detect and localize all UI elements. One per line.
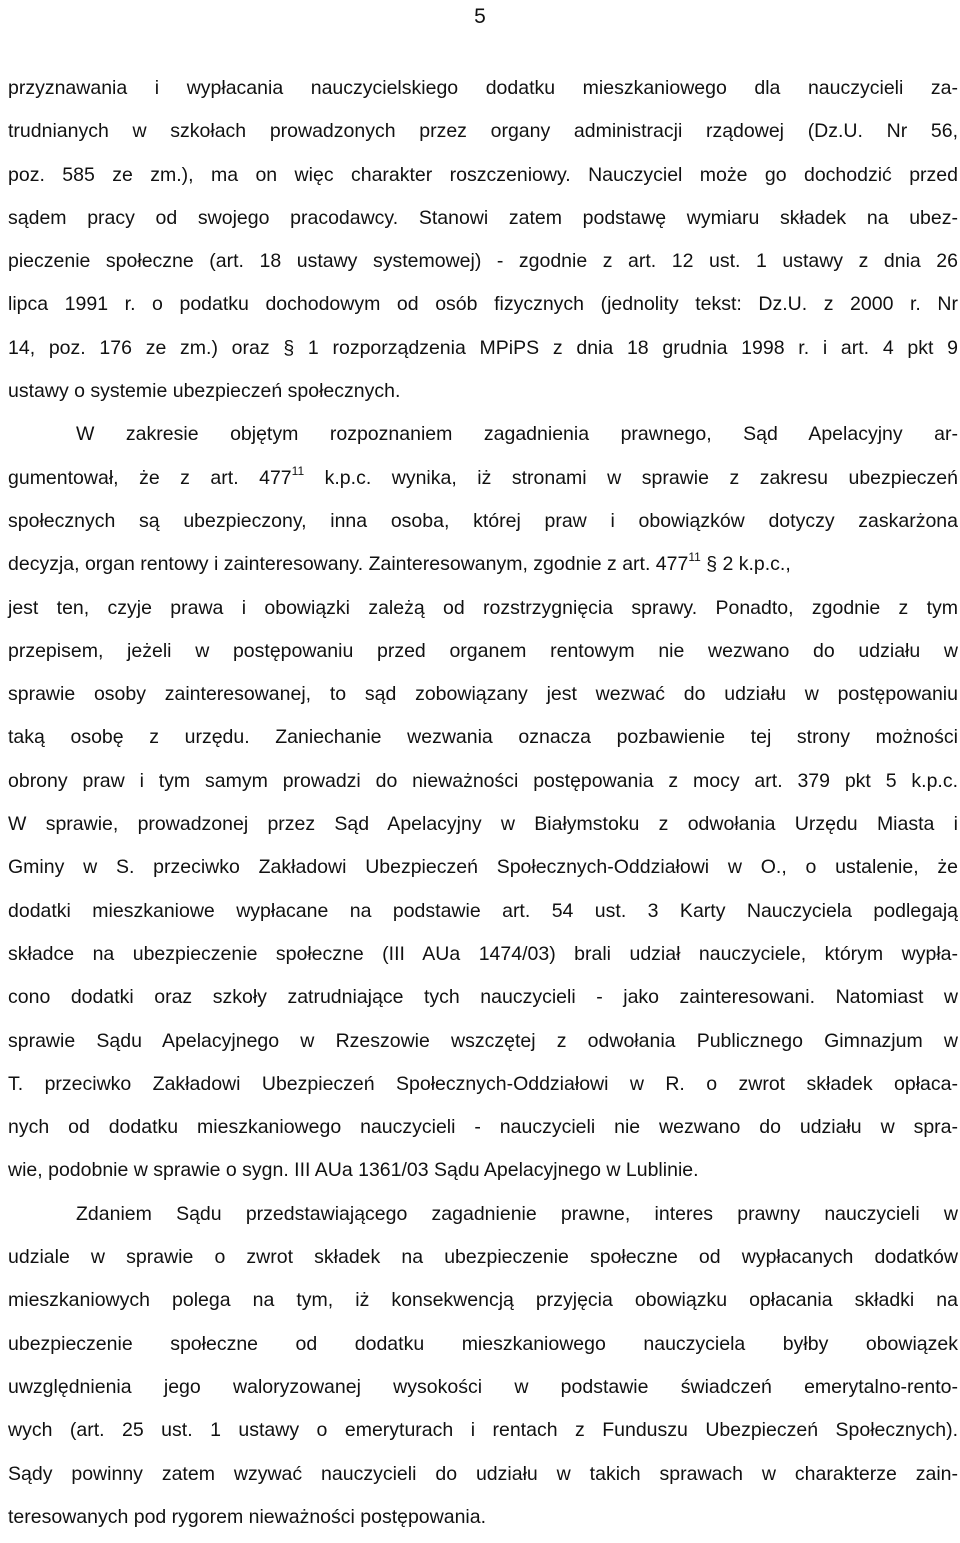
text-line-15: sprawie osoby zainteresowanej, to sąd zobowiązany jest wezwać do udziału w postępowaniu [8,683,958,706]
text-line-22: cono dodatki oraz szkoły zatrudniające tych nauczycieli - jako zainteresowani. Natomiast w [8,986,958,1009]
text-line-24: T. przeciwko Zakładowi Ubezpieczeń Społecznych-Oddziałowi w R. o zwrot składek opłaca- [8,1072,958,1095]
superscript-11: 11 [688,550,701,565]
text-line-23: sprawie Sądu Apelacyjnego w Rzeszowie wszczętej z odwołania Publicznego Gimnazjum w [8,1029,958,1052]
text-line-14: przepisem, jeżeli w postępowaniu przed organem rentowym nie wezwano do udziału w [8,639,958,662]
text-line-11: społecznych są ubezpieczony, inna osoba, której praw i obowiązków dotyczy zaskarżona [8,509,958,532]
text-line-5: pieczenie społeczne (art. 18 ustawy systemowej) - zgodnie z art. 12 ust. 1 ustawy z dnia 26 [8,250,958,273]
text-line-33: Sądy powinny zatem wzywać nauczycieli do udziału w takich sprawach w charakterze zain- [8,1462,958,1485]
page-number: 5 [474,5,486,28]
text-line-2: trudnianych w szkołach prowadzonych przez organy administracji rządowej (Dz.U. Nr 56, [8,120,958,143]
text-line-25: nych od dodatku mieszkaniowego nauczycieli - nauczycieli nie wezwano do udziału w spra- [8,1116,958,1139]
text-line-28: udziale w sprawie o zwrot składek na ubezpieczenie społeczne od wypłacanych dodatków [8,1246,958,1269]
superscript-11: 11 [291,463,305,478]
text-line-13: jest ten, czyje prawa i obowiązki zależą od rozstrzygnięcia sprawy. Ponadto, zgodnie z tym [8,596,958,619]
text-line-10-pre: gumentował, że z art. 477 [8,466,292,489]
text-line-16: taką osobę z urzędu. Zaniechanie wezwania oznacza pozbawienie tej strony możności [8,726,958,749]
text-line-34: teresowanych pod rygorem nieważności postępowania. [8,1505,487,1528]
text-line-10-post: k.p.c. wynika, iż stronami w sprawie z zakresu ubezpieczeń [304,466,958,489]
text-line-12-pre: decyzja, organ rentowy i zainteresowany. Zainteresowanym, zgodnie z art. 477 [8,553,689,576]
text-line-30: ubezpieczenie społeczne od dodatku mieszkaniowego nauczyciela byłby obowiązek [8,1332,958,1355]
text-line-6: lipca 1991 r. o podatku dochodowym od osób fizycznych (jednolity tekst: Dz.U. z 2000 r. Nr [8,293,958,316]
text-line-17: obrony praw i tym samym prowadzi do nieważności postępowania z mocy art. 379 pkt 5 k.p.c. [8,769,958,792]
text-line-12-post: § 2 k.p.c., [700,553,791,576]
text-line-1: przyznawania i wypłacania nauczycielskiego dodatku mieszkaniowego dla nauczycieli za- [8,77,958,99]
text-line-27: Zdaniem Sądu przedstawiającego zagadnienie prawne, interes prawny nauczycieli w [76,1202,958,1225]
text-line-12 [8,546,958,589]
text-line-3: poz. 585 ze zm.), ma on więc charakter roszczeniowy. Nauczyciel może go dochodzić przed [8,163,958,186]
text-line-32: wych (art. 25 ust. 1 ustawy o emeryturach i rentach z Funduszu Ubezpieczeń Społecznych). [8,1419,958,1442]
text-line-20: dodatki mieszkaniowe wypłacane na podstawie art. 54 ust. 3 Karty Nauczyciela podlegają [8,899,958,922]
text-line-10 [8,460,958,503]
text-line-9: W zakresie objętym rozpoznaniem zagadnienia prawnego, Sąd Apelacyjny ar- [76,423,958,446]
text-line-8: ustawy o systemie ubezpieczeń społecznych. [8,380,401,403]
text-line-19: Gminy w S. przeciwko Zakładowi Ubezpieczeń Społecznych-Oddziałowi w O., o ustalenie, że [8,856,958,879]
text-line-29: mieszkaniowych polega na tym, iż konsekwencją przyjęcia obowiązku opłacania składki na [8,1289,958,1312]
text-line-26: wie, podobnie w sprawie o sygn. III AUa 1361/03 Sądu Apelacyjnego w Lublinie. [8,1159,699,1182]
text-line-21: składce na ubezpieczenie społeczne (III AUa 1474/03) brali udział nauczyciele, którym wypła- [8,942,958,965]
text-line-31: uwzględnienia jego waloryzowanej wysokości w podstawie świadczeń emerytalno-rento- [8,1375,958,1398]
document-body [8,70,958,1542]
text-line-4: sądem pracy od swojego pracodawcy. Stanowi zatem podstawę wymiaru składek na ubez- [8,206,958,229]
text-line-7: 14, poz. 176 ze zm.) oraz § 1 rozporządzenia MPiPS z dnia 18 grudnia 1998 r. i art. 4 pkt 9 [8,336,958,359]
text-line-18: W sprawie, prowadzonej przez Sąd Apelacyjny w Białymstoku z odwołania Urzędu Miasta i [8,813,958,836]
